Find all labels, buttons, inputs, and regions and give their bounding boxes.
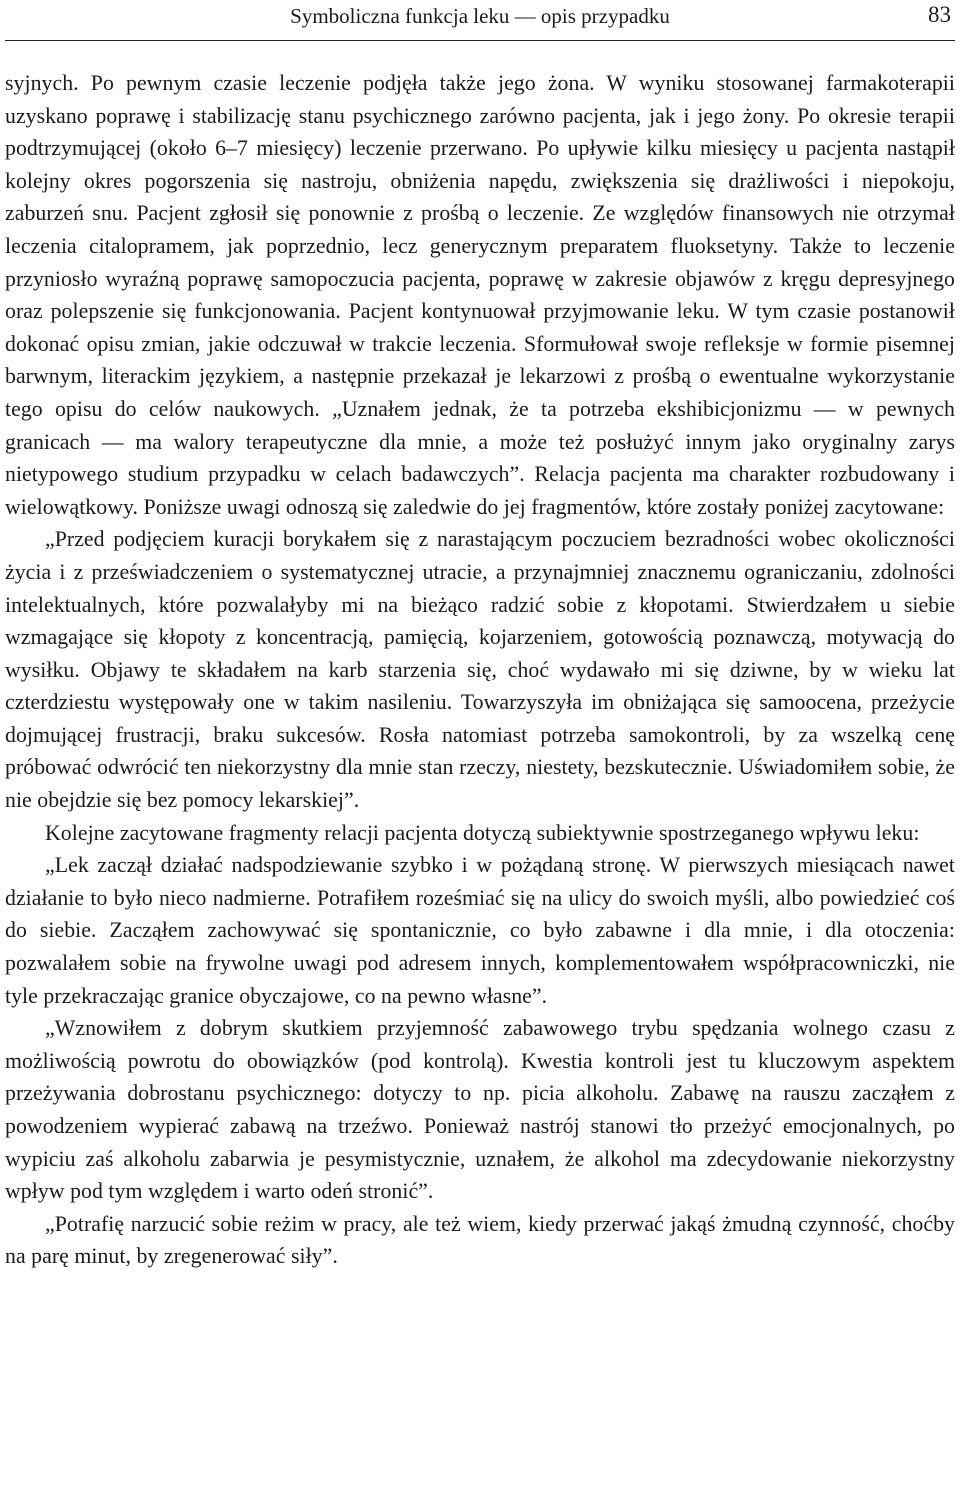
- quote-paragraph: „Wznowiłem z dobrym skutkiem przyjemność zabawowego trybu spędzania wolnego czasu z możliwością powrotu do obowiązków (pod kontrolą). Kwestia kontroli jest tu kluczowym aspektem przeżywania dobrostanu psychicznego: dotyczy to np. picia alkoholu. Zabawę na rauszu zacząłem z powodzeniem wypierać zabawą na trzeźwo. Ponieważ nastrój stanowi tło przeżyć emocjonalnych, po wypiciu zaś alkoholu zabarwia je pesymistycznie, uznałem, że alkohol ma zdecydowanie niekorzystny wpływ pod tym względem i warto odeń stronić”.: [5, 1016, 955, 1204]
- running-header: [5, 0, 955, 41]
- quote-paragraph: „Potrafię narzucić sobie reżim w pracy, ale też wiem, kiedy przerwać jakąś żmudną czynność, choćby na parę minut, by zregenerować siły”.: [5, 1211, 955, 1269]
- quote-paragraph: „Lek zaczął działać nadspodziewanie szybko i w pożądaną stronę. W pierwszych miesiącach nawet działanie to było nieco nadmierne. Potrafiłem roześmiać się na ulicy do swoich myśli, albo powiedzieć coś do siebie. Zacząłem zachowywać się spontanicznie, co było zabawne i dla mnie, i dla otoczenia: pozwalałem sobie na frywolne uwagi pod adresem innych, komplementowałem współpracowniczki, nie tyle przekraczając granice obyczajowe, co na pewno własne”.: [5, 853, 955, 1008]
- paragraph: syjnych. Po pewnym czasie leczenie podjęła także jego żona. W wyniku stosowanej farmakoterapii uzyskano poprawę i stabilizację stanu psychicznego zarówno pacjenta, jak i jego żony. Po okresie terapii podtrzymującej (około 6–7 miesięcy) leczenie przerwano. Po upływie kilku miesięcy u pacjenta nastąpił kolejny okres pogorszenia się nastroju, obniżenia napędu, zwiększenia się drażliwości i niepokoju, zaburzeń snu. Pacjent zgłosił się ponownie z prośbą o leczenie. Ze względów finansowych nie otrzymał leczenia citalopramem, jak poprzednio, lecz generycznym preparatem fluoksetyny. Także to leczenie przyniosło wyraźną poprawę samopoczucia pacjenta, poprawę w zakresie objawów z kręgu depresyjnego oraz polepszenie się funkcjonowania. Pacjent kontynuował przyjmowanie leku. W tym czasie postanowił dokonać opisu zmian, jakie odczuwał w trakcie leczenia. Sformułował swoje refleksje w formie pisemnej barwnym, literackim językiem, a następnie przekazał je lekarzowi z prośbą o ewentualne wykorzystanie tego opisu do celów naukowych. „Uznałem jednak, że ta potrzeba ekshibicjonizmu — w pewnych granicach — ma walory terapeutyczne dla mnie, a może też posłużyć innym jako oryginalny zarys nietypowego studium przypadku w celach badawczych”. Relacja pacjenta ma charakter rozbudowany i wielowątkowy. Poniższe uwagi odnoszą się zaledwie do jej fragmentów, które zostały poniżej zacytowane:: [5, 71, 955, 519]
- running-title: Symboliczna funkcja leku — opis przypadku: [290, 4, 670, 28]
- quote-paragraph: „Przed podjęciem kuracji borykałem się z narastającym poczuciem bezradności wobec okoliczności życia i z przeświadczeniem o systematycznej utracie, a przynajmniej znacznemu ograniczaniu, zdolności intelektualnych, które pozwalałyby mi na bieżąco radzić sobie z kłopotami. Stwierdzałem u siebie wzmagające się kłopoty z koncentracją, pamięcią, kojarzeniem, gotowością poznawczą, motywacją do wysiłku. Objawy te składałem na karb starzenia się, choć wydawało mi się dziwne, by w wieku lat czterdziestu występowały one w takim nasileniu. Towarzyszyła im obniżająca się samoocena, przeżycie dojmującej frustracji, braku sukcesów. Rosła natomiast potrzeba samokontroli, by za wszelką cenę próbować odwrócić ten niekorzystny dla mnie stan rzeczy, niestety, bezskutecznie. Uświadomiłem sobie, że nie obejdzie się bez pomocy lekarskiej”.: [5, 527, 955, 813]
- paragraph: Kolejne zacytowane fragmenty relacji pacjenta dotyczą subiektywnie spostrzeganego wpływu leku:: [45, 820, 920, 845]
- body-text: [5, 67, 955, 1273]
- page-number: 83: [928, 2, 951, 27]
